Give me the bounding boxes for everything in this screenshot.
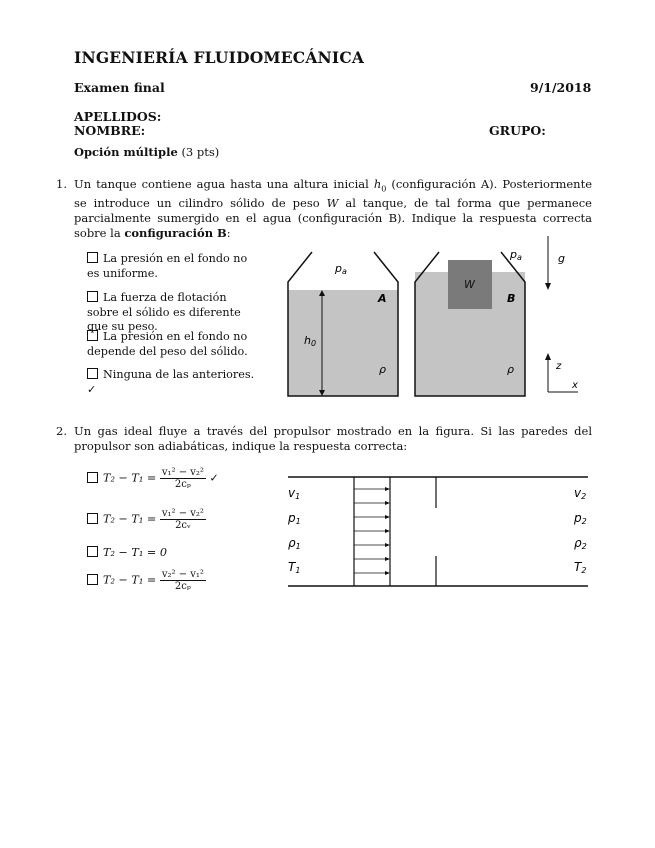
tank-a-h0: h0 (304, 334, 317, 348)
z-axis-arrow-icon (545, 353, 551, 360)
inlet-temperature: T1 (288, 560, 301, 575)
outlet-density: ρ2 (574, 536, 587, 551)
inlet-density: ρ1 (288, 536, 301, 551)
group-label: GRUPO: (489, 123, 546, 138)
option-lhs: T₂ − T₁ = (103, 471, 157, 485)
flow-arrow-heads-icon (385, 487, 390, 575)
fraction-numerator: v₁² − v₂² (161, 508, 204, 519)
propeller-figure (286, 474, 590, 590)
q2-text: Un gas ideal fluye a través del propulsor mostrado en la figura. Si las paredes del propulsor son adiabáticas, indique la respuesta correcta: (74, 424, 592, 453)
q1-option-2[interactable] (87, 291, 257, 335)
fraction-numerator: v₁² − v₂² (161, 467, 204, 478)
fraction (160, 467, 206, 490)
z-axis-label: z (556, 361, 562, 372)
outlet-labels (573, 486, 587, 575)
exam-date: 9/1/2018 (530, 80, 592, 95)
q2-option-2[interactable] (87, 508, 206, 531)
q2-option-3[interactable] (87, 546, 167, 561)
inlet-labels (287, 486, 301, 575)
checkbox[interactable] (87, 368, 98, 379)
q2-option-1[interactable] (87, 467, 219, 490)
q2-option-4[interactable] (87, 569, 206, 592)
q1-text-a: Un tanque contiene agua hasta una altura inicial (74, 177, 374, 191)
q1-h0: h (373, 177, 382, 191)
checkbox[interactable] (87, 252, 98, 263)
checkbox[interactable] (87, 574, 98, 585)
question-number: 2. (56, 424, 67, 438)
tank-a-label: A (378, 292, 387, 305)
q1-text-bold: configuración B (124, 226, 227, 241)
inlet-pressure: p1 (288, 511, 301, 526)
outlet-pressure: p2 (574, 511, 587, 526)
section-title: Opción múltiple (74, 145, 178, 159)
name-label: NOMBRE: (74, 123, 146, 138)
checkbox[interactable] (87, 513, 98, 524)
surnames-label: APELLIDOS: (74, 109, 162, 124)
question-number: 1. (56, 177, 67, 191)
tank-b-label: B (507, 292, 516, 305)
exam-type: Examen final (74, 80, 165, 95)
q1-text-c: al tanque, de tal forma que permanece parcialmente sumergido en el agua (configuración B). Indique la respuesta correcta sobre la (74, 196, 592, 241)
x-axis-label: x (572, 380, 578, 391)
tank-a-rho: ρ (379, 363, 386, 376)
q1-option-1[interactable] (87, 252, 257, 281)
q1-option-3[interactable] (87, 330, 257, 359)
inlet-velocity: v1 (288, 486, 301, 501)
fraction (160, 569, 206, 592)
fraction-denominator: 2cₚ (174, 581, 191, 592)
question-2 (56, 424, 592, 454)
tank-b-rho: ρ (507, 363, 514, 376)
tank-b-pa: pa (510, 248, 522, 262)
exam-title: INGENIERÍA FLUIDOMECÁNICA (74, 48, 365, 67)
option-lhs: T₂ − T₁ = (103, 512, 157, 526)
fraction-numerator: v₂² − v₁² (161, 569, 204, 580)
flow-arrows (354, 489, 388, 573)
check-mark-icon: ✓ (87, 382, 97, 396)
checkbox[interactable] (87, 291, 98, 302)
gravity-label: g (558, 252, 565, 265)
checkbox[interactable] (87, 330, 98, 341)
q1-w: W (326, 196, 339, 211)
option-text: Ninguna de las anteriores. (103, 368, 255, 381)
q1-text-end: : (226, 226, 231, 241)
fraction-denominator: 2cₚ (174, 479, 191, 490)
section-points: (3 pts) (181, 145, 220, 159)
option-text: La presión en el fondo no depende del peso del sólido. (87, 330, 248, 358)
check-mark-icon: ✓ (209, 471, 219, 485)
checkbox[interactable] (87, 546, 98, 557)
section-heading (74, 145, 219, 160)
option-lhs: T₂ − T₁ = (103, 573, 157, 587)
q1-text-b: (configuración A). Posteriormente se introduce un cilindro sólido de peso (74, 177, 592, 211)
tanks-figure (280, 232, 580, 402)
outlet-temperature: T2 (574, 560, 587, 575)
gravity-arrow-head-icon (545, 283, 551, 290)
cylinder-w-label: W (464, 278, 475, 291)
checkbox[interactable] (87, 472, 98, 483)
fraction (160, 508, 206, 531)
outlet-velocity: v2 (574, 486, 587, 501)
q1-h0-sub: 0 (381, 184, 387, 194)
option-text: La fuerza de flotación sobre el sólido es diferente que su peso. (87, 291, 241, 333)
option-text: La presión en el fondo no es uniforme. (87, 252, 248, 280)
fraction-denominator: 2cᵥ (175, 520, 191, 531)
option-lhs: T₂ − T₁ = 0 (103, 546, 167, 559)
tank-a-pa: pa (335, 262, 347, 276)
q1-option-4[interactable] (87, 368, 267, 397)
